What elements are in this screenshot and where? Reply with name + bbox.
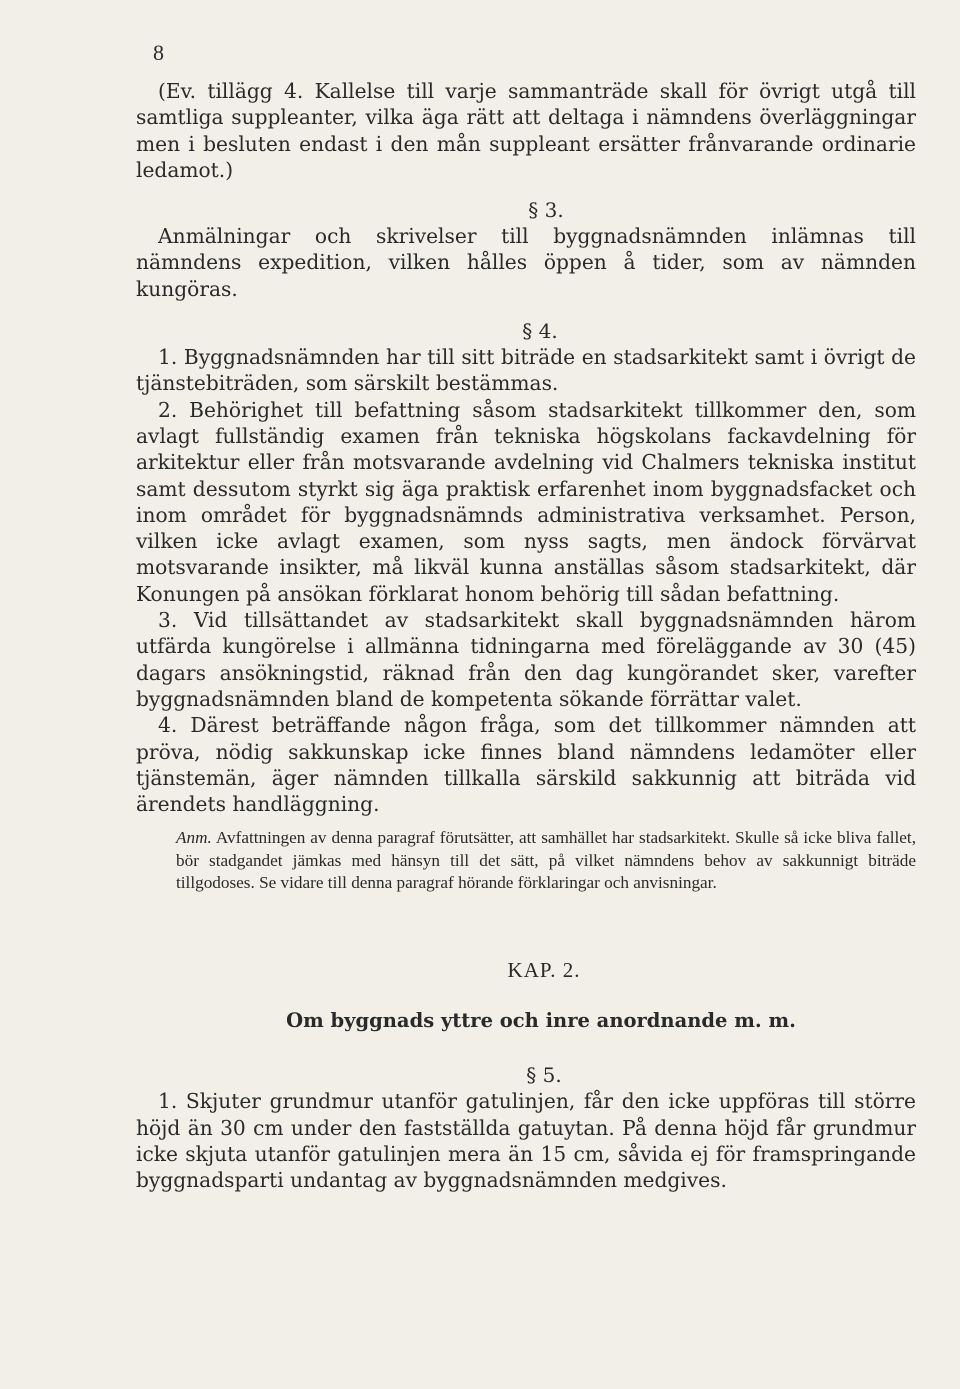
note-text: Avfattningen av denna paragraf förutsätter, att samhället har stadsarkitekt. Skulle så icke bliva fallet, bör stadgandet jämkas med hänsyn till det sätt, på vilket nämndens behov av sakkunnigt biträde tillgodoses. Se vidare till denna paragraf hörande förklaringar och anvisningar. [176, 828, 916, 893]
section-5-paragraph-1: 1. Skjuter grundmur utanför gatulinjen, får den icke uppföras till större höjd än 30 cm under den fastställda gatuytan. På denna höjd får grundmur icke skjuta utanför gatulinjen mera än 15 cm, såvida ej för framspringande byggnadsparti undantag av byggnadsnämnden medgives. [136, 1089, 916, 1193]
annotation-note [136, 827, 916, 894]
section-4-paragraph-2: 2. Behörighet till befattning såsom stadsarkitekt tillkommer den, som avlagt fullständig examen från tekniska högskolans fackavdelning för arkitektur eller från motsvarande avdelning vid Chalmers tekniska institut samt dessutom styrkt sig äga praktisk erfarenhet inom byggnadsfacket och inom området för byggnadsnämnds administrativa verksamhet. Person, vilken icke avlagt examen, som nyss sagts, men ändock förvärvat motsvarande insikter, må likväl kunna anställas såsom stadsarkitekt, där Konungen på ansökan förklarat honom behörig till sådan befattning. [136, 397, 916, 606]
section-4-heading: § 4. [522, 319, 558, 344]
section-3-text: Anmälningar och skrivelser till byggnadsnämnden inlämnas till nämndens expedition, vilken hålles öppen å tider, som av nämnden kungöras. [136, 224, 916, 301]
chapter-heading: KAP. 2. [507, 958, 581, 983]
paragraph-ev-tillagg: (Ev. tillägg 4. Kallelse till varje sammanträde skall för övrigt utgå till samtliga suppleanter, vilka äga rätt att deltaga i nämndens överläggningar men i besluten endast i den mån suppleant ersätter frånvarande ordinarie ledamot.) [136, 79, 916, 182]
page-number: 8 [153, 40, 164, 65]
note-label: Anm. [176, 828, 212, 848]
chapter-title: Om byggnads yttre och inre anordnande m. m. [286, 1009, 796, 1033]
section-4-paragraph-1: 1. Byggnadsnämnden har till sitt biträde en stadsarkitekt samt i övrigt de tjänstebiträden, som särskilt bestämmas. [136, 345, 916, 396]
section-4-paragraph-4: 4. Därest beträffande någon fråga, som det tillkommer nämnden att pröva, nödig sakkunskap icke finnes bland nämndens ledamöter eller tjänstemän, äger nämnden tillkalla särskild sakkunnig att biträda vid ärendets handläggning. [136, 713, 916, 817]
section-4-paragraph-3: 3. Vid tillsättandet av stadsarkitekt skall byggnadsnämnden härom utfärda kungörelse i allmänna tidningarna med föreläggande av 30 (45) dagars ansökningstid, räknad från den dag kungörandet sker, varefter byggnadsnämnden bland de kompetenta sökande förrättar valet. [136, 608, 916, 711]
section-5-heading: § 5. [526, 1063, 562, 1088]
document-body [136, 76, 916, 1194]
section-3-heading: § 3. [528, 198, 564, 223]
